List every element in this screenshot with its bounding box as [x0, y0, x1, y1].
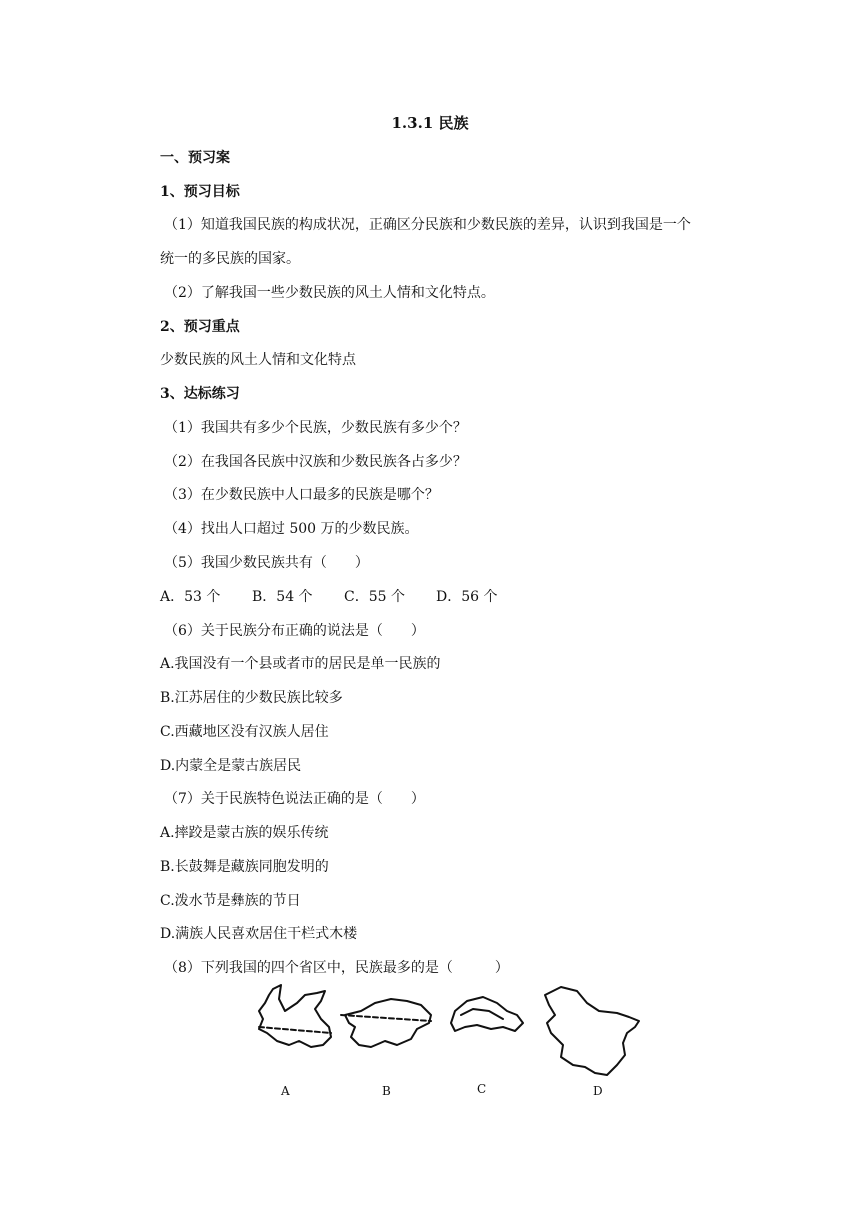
question-1: （1）我国共有多少个民族，少数民族有多少个？: [164, 420, 467, 436]
section-heading: 一、预习案: [160, 150, 230, 166]
province-outline-b: [345, 999, 431, 1047]
map-label-b: B: [382, 1084, 391, 1098]
goal-2: （2）了解我国一些少数民族的风土人情和文化特点。: [164, 285, 495, 301]
question-5: （5）我国少数民族共有（ ）: [164, 555, 369, 571]
province-line-b: [341, 1015, 431, 1021]
focus-text: 少数民族的风土人情和文化特点: [160, 352, 356, 368]
goals-heading: 1、预习目标: [160, 184, 240, 200]
province-outline-a: [259, 985, 331, 1047]
option-d: D．56 个: [436, 589, 498, 605]
option-c: C．55 个: [344, 589, 405, 605]
province-line-a: [259, 1027, 331, 1033]
map-label-c: C: [477, 1082, 487, 1096]
question-2: （2）在我国各民族中汉族和少数民族各占多少？: [164, 454, 467, 470]
question-7-option-a: A.摔跤是蒙古族的娱乐传统: [160, 825, 329, 841]
focus-heading: 2、预习重点: [160, 319, 240, 335]
goal-1-line-1: （1）知道我国民族的构成状况，正确区分民族和少数民族的差异，认识到我国是一个: [164, 217, 691, 233]
question-4: （4）找出人口超过 500 万的少数民族。: [164, 521, 419, 537]
question-7-option-b: B.长鼓舞是藏族同胞发明的: [160, 859, 329, 875]
question-7: （7）关于民族特色说法正确的是（ ）: [164, 791, 425, 807]
option-b: B．54 个: [252, 589, 313, 605]
map-label-d: D: [593, 1084, 603, 1098]
province-outlines: [245, 975, 655, 1105]
question-7-option-c: C.泼水节是彝族的节日: [160, 893, 301, 909]
question-7-option-d: D.满族人民喜欢居住干栏式木楼: [160, 926, 358, 942]
question-5-options: [160, 587, 740, 607]
page-title: 1.3.1 民族: [391, 114, 469, 132]
option-a: A．53 个: [160, 589, 221, 605]
question-6-option-d: D.内蒙全是蒙古族居民: [160, 758, 302, 774]
practice-heading: 3、达标练习: [160, 386, 240, 402]
question-6-option-a: A.我国没有一个县或者市的居民是单一民族的: [160, 656, 441, 672]
province-outline-figure: [245, 975, 655, 1105]
map-label-a: A: [281, 1084, 290, 1098]
question-8: （8）下列我国的四个省区中，民族最多的是（ ）: [164, 960, 509, 976]
province-outline-d: [545, 987, 639, 1075]
question-3: （3）在少数民族中人口最多的民族是哪个？: [164, 487, 439, 503]
question-6-option-c: C.西藏地区没有汉族人居住: [160, 724, 329, 740]
province-detail-c: [461, 1009, 503, 1019]
question-6-option-b: B.江苏居住的少数民族比较多: [160, 690, 343, 706]
question-6: （6）关于民族分布正确的说法是（ ）: [164, 623, 425, 639]
goal-1-line-2: 统一的多民族的国家。: [160, 251, 300, 267]
